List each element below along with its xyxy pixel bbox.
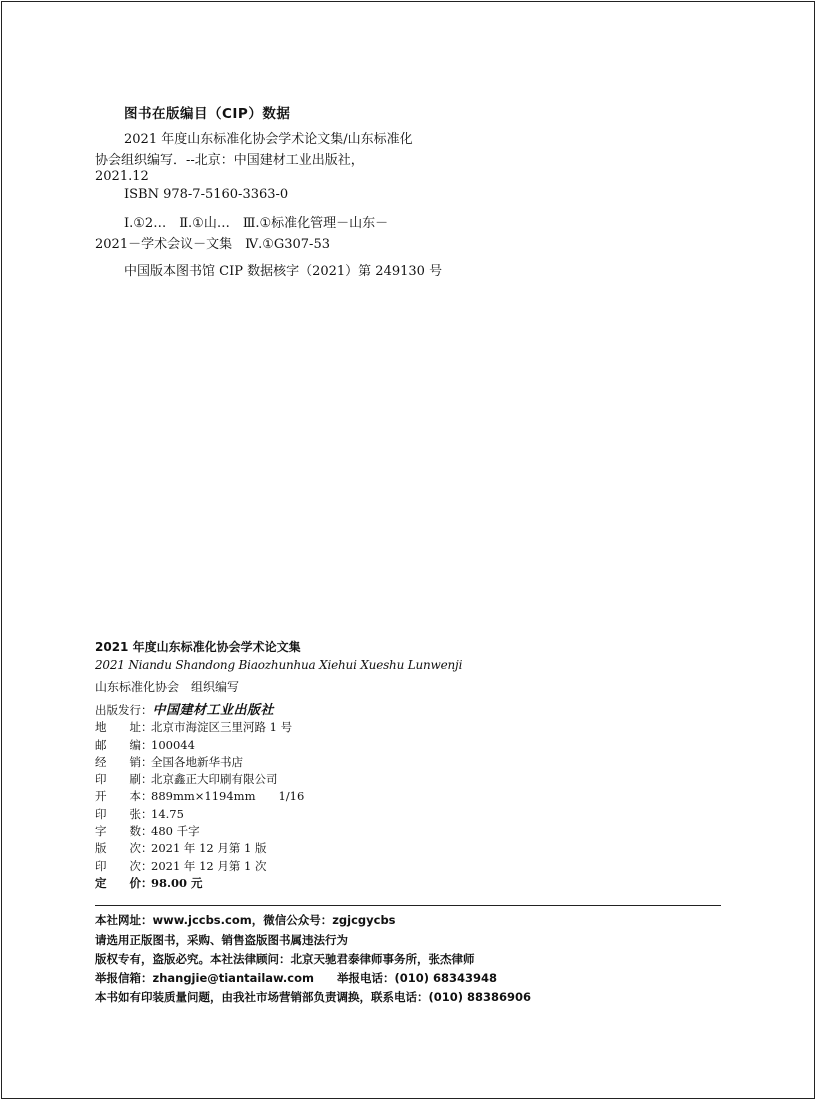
info-value: 2021 年 12 月第 1 版	[151, 841, 267, 856]
info-label: 邮 编：	[95, 737, 153, 752]
info-row-wordcount	[95, 823, 304, 840]
info-row-price	[95, 875, 304, 892]
info-row-postcode	[95, 737, 304, 754]
info-row-edition	[95, 840, 304, 857]
info-row-sheets	[95, 806, 304, 823]
cip-classification-line: 2021－学术会议－文集 Ⅳ.①G307-53	[95, 237, 330, 252]
cip-line: 协会组织编写．--北京：中国建材工业出版社，	[95, 153, 364, 168]
info-value: 全国各地新华书店	[151, 754, 243, 769]
cip-line: 2021.12	[95, 169, 149, 184]
book-title-en: 2021 Niandu Shandong Biaozhunhua Xiehui Xueshu Lunwenji	[95, 658, 463, 672]
info-value: 480 千字	[151, 824, 200, 839]
info-row-printing	[95, 858, 304, 875]
info-label: 印 次：	[95, 858, 153, 873]
publisher-label: 出版发行：	[95, 703, 153, 717]
publication-info	[95, 702, 304, 892]
cip-heading: 图书在版编目（CIP）数据	[124, 106, 291, 122]
book-title-cn: 2021 年度山东标准化协会学术论文集	[95, 640, 301, 654]
info-row-printer	[95, 771, 304, 788]
info-value: 100044	[151, 737, 195, 752]
publisher-row	[95, 702, 304, 719]
info-label: 经 销：	[95, 754, 153, 769]
info-value: 北京市海淀区三里河路 1 号	[151, 720, 293, 735]
info-label: 版 次：	[95, 841, 153, 856]
publisher-logo: 中国建材工业出版社	[152, 703, 275, 718]
book-author: 山东标准化协会 组织编写	[95, 680, 240, 694]
info-label: 开 本：	[95, 789, 153, 804]
info-row-format	[95, 788, 304, 805]
info-label: 印 张：	[95, 806, 153, 821]
footer-copyright: 版权专有，盗版必究。本社法律顾问：北京天驰君泰律师事务所，张杰律师	[95, 952, 475, 966]
info-label: 字 数：	[95, 824, 153, 839]
footer-piracy-notice: 请选用正版图书，采购、销售盗版图书属违法行为	[95, 933, 348, 947]
info-label: 地 址：	[95, 720, 153, 735]
info-value: 14.75	[151, 806, 184, 821]
info-value: 889mm×1194mm 1/16	[151, 789, 305, 804]
cip-record-number: 中国版本图书馆 CIP 数据核字（2021）第 249130 号	[124, 264, 443, 279]
cip-isbn: ISBN 978-7-5160-3363-0	[124, 187, 289, 202]
divider	[95, 905, 721, 906]
copyright-page	[1, 1, 815, 1099]
info-row-distribution	[95, 754, 304, 771]
footer-quality-contact: 本书如有印装质量问题，由我社市场营销部负责调换，联系电话：(010) 88386906	[95, 990, 532, 1004]
cip-line: 2021 年度山东标准化协会学术论文集/山东标准化	[124, 132, 413, 147]
info-value: 2021 年 12 月第 1 次	[151, 858, 267, 873]
info-row-address	[95, 719, 304, 736]
footer-report-contact: 举报信箱：zhangjie@tiantailaw.com 举报电话：(010) 68343948	[95, 971, 498, 985]
price-value: 98.00 元	[151, 875, 203, 890]
cip-classification-line: Ⅰ.①2… Ⅱ.①山… Ⅲ.①标准化管理－山东－	[124, 216, 389, 231]
price-label: 定 价：	[95, 875, 153, 890]
footer-website: 本社网址：www.jccbs.com，微信公众号：zgjcgycbs	[95, 913, 396, 927]
info-value: 北京鑫正大印刷有限公司	[151, 772, 278, 787]
info-label: 印 刷：	[95, 772, 153, 787]
